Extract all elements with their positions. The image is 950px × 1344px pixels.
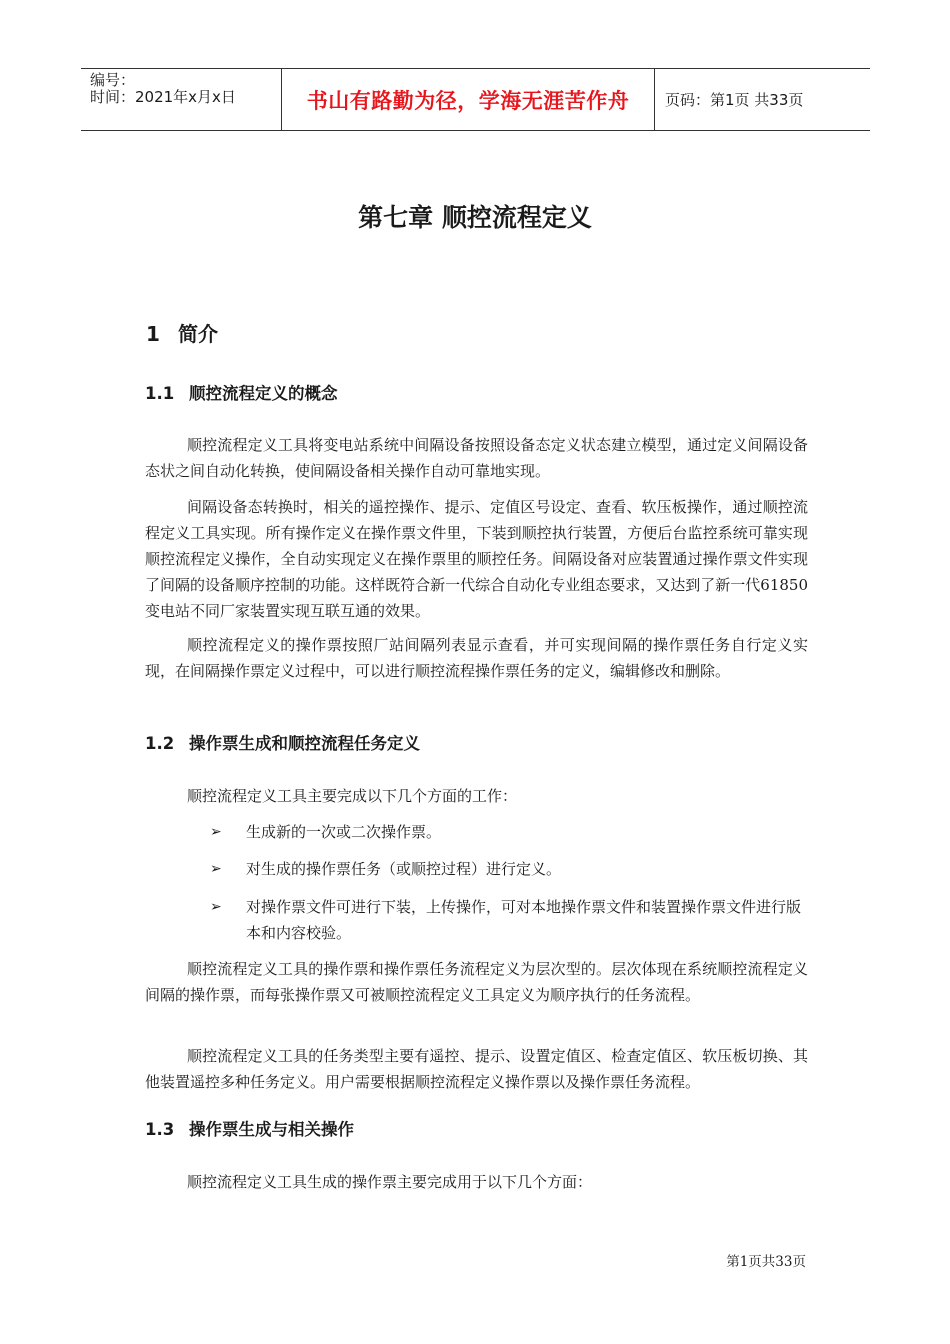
paragraph: 顺控流程定义工具的操作票和操作票任务流程定义为层次型的。层次体现在系统顺控流程定义间隔的操作票，而每张操作票又可被顺控流程定义工具定义为顺序执行的任务流程。 <box>145 960 808 1004</box>
section-title: 简介 <box>178 322 218 346</box>
list-item-text: 对操作票文件可进行下装，上传操作，可对本地操作票文件和装置操作票文件进行版本和内容校验。 <box>246 898 802 942</box>
bullet-arrow-icon: ➢ <box>210 899 222 915</box>
subsection-heading <box>145 730 420 754</box>
subsection-heading <box>145 1116 354 1140</box>
chapter-title: 第七章 顺控流程定义 <box>358 203 592 232</box>
time-label: 时间：2021年x月x日 <box>90 88 236 106</box>
list-item <box>210 819 808 845</box>
paragraph: 顺控流程定义工具将变电站系统中间隔设备按照设备态定义状态建立模型，通过定义间隔设备态状之间自动化转换，使间隔设备相关操作自动可靠地实现。 <box>145 436 808 480</box>
paragraph: 顺控流程定义工具生成的操作票主要完成用于以下几个方面： <box>187 1173 593 1191</box>
bullet-arrow-icon: ➢ <box>210 824 222 840</box>
header-divider <box>654 69 655 130</box>
section-heading <box>146 318 218 347</box>
subsection-title: 操作票生成与相关操作 <box>189 1120 354 1139</box>
list-item <box>210 856 808 882</box>
paragraph: 间隔设备态转换时，相关的遥控操作、提示、定值区号设定、查看、软压板操作，通过顺控流程定义工具实现。所有操作定义在操作票文件里，下装到顺控执行装置，方便后台监控系统可靠实现顺控流程定义操作，全自动实现定义在操作票里的顺控任务。间隔设备对应装置通过操作票文件实现了间隔的设备顺序控制的功能。这样既符合新一代综合自动化专业组态要求，又达到了新一代61850变电站不同厂家装置实现互联互通的效果。 <box>145 498 808 620</box>
paragraph: 顺控流程定义工具的任务类型主要有遥控、提示、设置定值区、检查定值区、软压板切换、其他装置遥控多种任务定义。用户需要根据顺控流程定义操作票以及操作票任务流程。 <box>145 1047 808 1091</box>
number-label: 编号： <box>90 71 136 89</box>
subsection-number: 1.3 <box>145 1120 175 1139</box>
bullet-arrow-icon: ➢ <box>210 861 222 877</box>
list-item <box>210 894 808 946</box>
header-meta <box>90 72 280 106</box>
subsection-number: 1.1 <box>145 384 175 403</box>
subsection-heading <box>145 380 338 404</box>
paragraph: 顺控流程定义的操作票按照厂站间隔列表显示查看，并可实现间隔的操作票任务自行定义实现，在间隔操作票定义过程中，可以进行顺控流程操作票任务的定义，编辑修改和删除。 <box>145 636 808 680</box>
header-page-info: 页码：第1页 共33页 <box>665 91 804 109</box>
list-item-text: 生成新的一次或二次操作票。 <box>246 823 442 841</box>
subsection-number: 1.2 <box>145 734 175 753</box>
paragraph: 顺控流程定义工具主要完成以下几个方面的工作： <box>187 787 518 805</box>
page-header <box>81 68 870 131</box>
page-footer: 第1页共33页 <box>726 1254 806 1270</box>
subsection-title: 操作票生成和顺控流程任务定义 <box>189 734 420 753</box>
subsection-title: 顺控流程定义的概念 <box>189 384 338 403</box>
section-number: 1 <box>146 322 160 346</box>
header-motto: 书山有路勤为径，学海无涯苦作舟 <box>306 88 630 113</box>
list-item-text: 对生成的操作票任务（或顺控过程）进行定义。 <box>246 860 562 878</box>
